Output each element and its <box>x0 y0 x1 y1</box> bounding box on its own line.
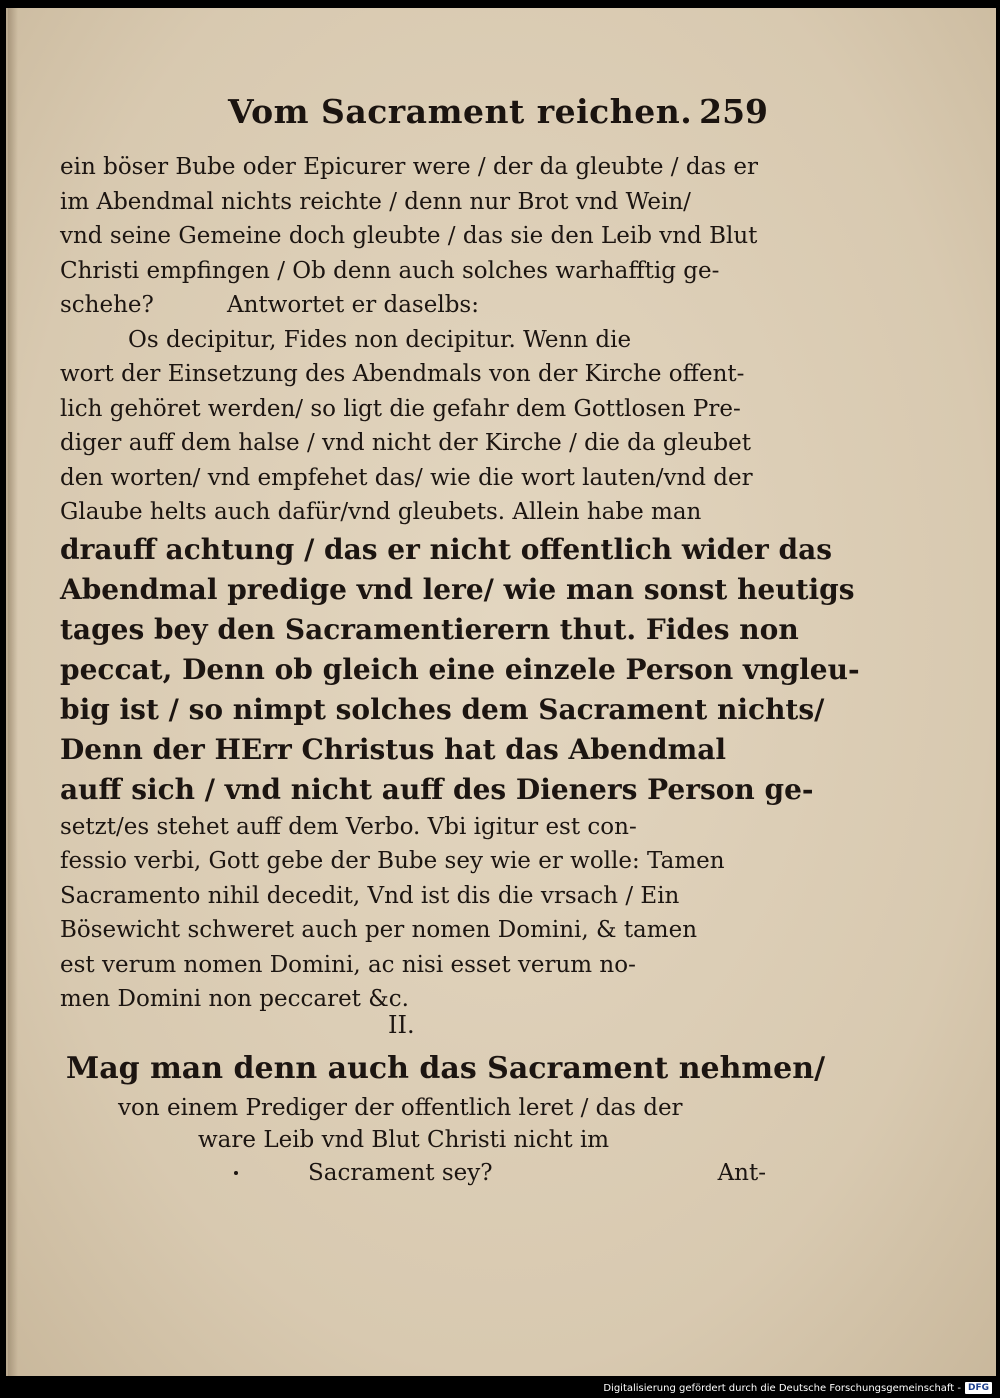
text-line: im Abendmal nichts reichte / denn nur Brot vnd Wein/ <box>60 188 691 215</box>
section-heading-last-line <box>66 1156 766 1190</box>
text-line-large: auff sich / vnd nicht auff des Dieners Person ge- <box>60 772 814 806</box>
section-heading <box>66 1046 826 1190</box>
text-line: Glaube helts auch dafür/vnd gleubets. Allein habe man <box>60 499 702 525</box>
text-line-large: drauff achtung / das er nicht offentlich wider das <box>60 532 832 566</box>
text-line: wort der Einsetzung des Abendmals von der Kirche offent- <box>60 361 745 387</box>
text-line: schehe? Antwortet er daselbs: <box>60 292 479 318</box>
book-page <box>6 8 996 1376</box>
section-heading-line: Mag man denn auch das Sacrament nehmen/ <box>66 1051 826 1086</box>
catchword: Ant- <box>717 1160 766 1186</box>
text-line-large: peccat, Denn ob gleich eine einzele Person vngleu- <box>60 652 860 686</box>
section-heading-line: von einem Prediger der offentlich leret / das der <box>118 1095 683 1121</box>
text-line: den worten/ vnd empfehet das/ wie die wort lauten/vnd der <box>60 464 753 491</box>
text-line-large: tages bey den Sacramentierern thut. Fides non <box>60 612 799 646</box>
text-line: Bösewicht schweret auch per nomen Domini, & tamen <box>60 917 698 943</box>
text-line: fessio verbi, Gott gebe der Bube sey wie er wolle: Tamen <box>60 848 725 874</box>
page-header <box>228 92 768 142</box>
text-line: men Domini non peccaret &c. <box>60 986 409 1012</box>
digitization-footer <box>603 1381 992 1395</box>
page-gutter-shadow <box>8 8 18 1376</box>
ink-dot <box>234 1171 238 1175</box>
text-line: Christi empfingen / Ob denn auch solches warhafftig ge- <box>60 257 720 284</box>
text-line-large: big ist / so nimpt solches dem Sacrament nichts/ <box>60 692 825 726</box>
section-heading-line: ware Leib vnd Blut Christi nicht im <box>198 1127 610 1153</box>
body-text <box>60 150 860 1017</box>
text-line: vnd seine Gemeine doch gleubte / das sie den Leib vnd Blut <box>60 223 758 249</box>
page-number: 259 <box>699 92 768 131</box>
text-line-large: Denn der HErr Christus hat das Abendmal <box>60 732 726 766</box>
section-number: II. <box>388 1011 415 1039</box>
text-line: diger auff dem halse / vnd nicht der Kirche / die da gleubet <box>60 430 751 456</box>
text-line-large: Abendmal predige vnd lere/ wie man sonst heutigs <box>60 572 855 606</box>
text-line: setzt/es stehet auff dem Verbo. Vbi igitur est con- <box>60 813 637 840</box>
text-line: Sacramento nihil decedit, Vnd ist dis die vrsach / Ein <box>60 882 680 909</box>
footer-credit: Digitalisierung gefördert durch die Deutsche Forschungsgemeinschaft - <box>603 1382 961 1394</box>
dfg-logo: DFG <box>965 1382 992 1394</box>
text-line: ein böser Bube oder Epicurer were / der da gleubte / das er <box>60 154 758 180</box>
section-heading-line: Sacrament sey? <box>308 1160 493 1186</box>
text-line: lich gehöret werden/ so ligt die gefahr dem Gottlosen Pre- <box>60 395 741 422</box>
text-line: Os decipitur, Fides non decipitur. Wenn die <box>128 326 632 353</box>
running-title: Vom Sacrament reichen. <box>228 92 693 131</box>
text-line: est verum nomen Domini, ac nisi esset verum no- <box>60 951 636 978</box>
